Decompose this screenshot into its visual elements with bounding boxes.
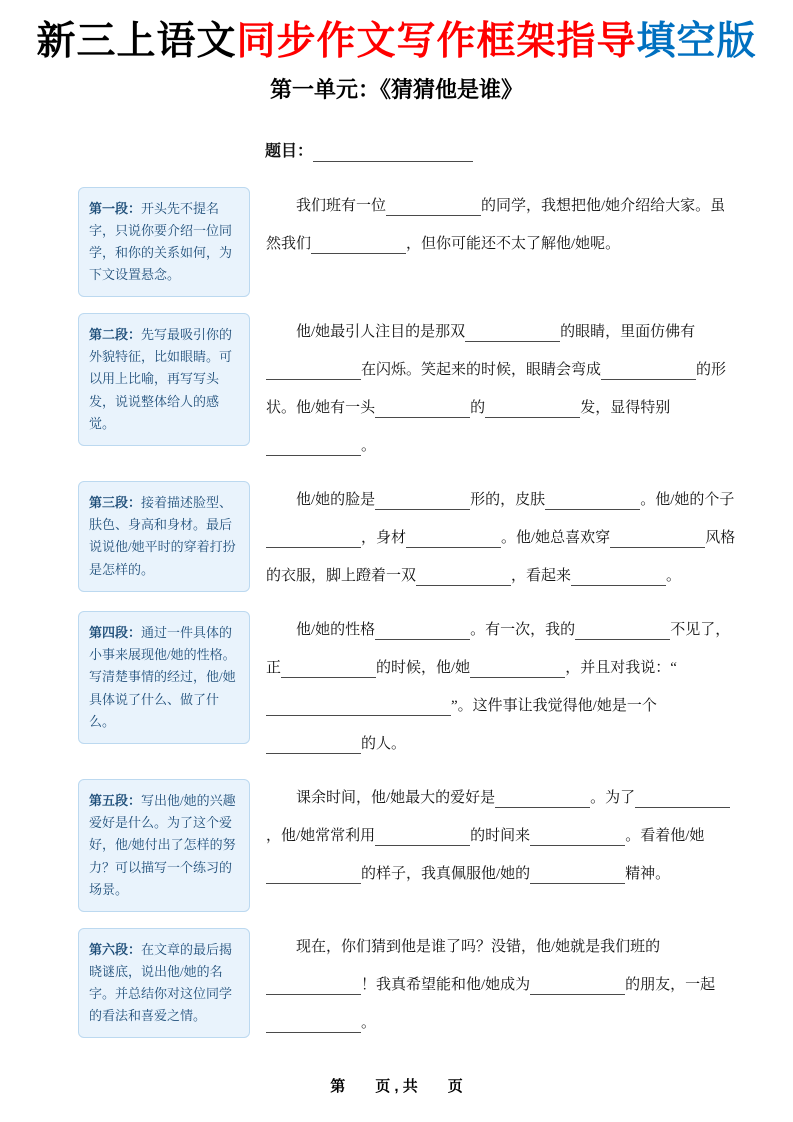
text-run: 的同学，我想把他/她介绍给大家。虽然我们 xyxy=(266,197,726,252)
text-run: ”。这件事让我觉得他/她是一个 xyxy=(451,698,657,715)
blank-field xyxy=(465,326,560,342)
blank-field xyxy=(610,532,705,548)
blank-field xyxy=(375,402,470,418)
text-run: 不见了，正 xyxy=(266,622,731,677)
guide-box xyxy=(78,481,250,591)
text-run: ，并且对我说：“ xyxy=(565,660,677,677)
guide-label: 第二段： xyxy=(89,327,142,343)
page-title xyxy=(0,0,793,65)
text-run: 的形状。他/她有一头 xyxy=(266,362,727,417)
worksheet-section xyxy=(78,481,737,595)
text-run: 的样子，我真佩服他/她的 xyxy=(361,866,531,883)
guide-label: 第四段： xyxy=(89,625,142,641)
guide-box xyxy=(78,187,250,297)
essay-paragraph xyxy=(266,928,737,1042)
guide-box xyxy=(78,928,250,1038)
blank-field xyxy=(571,570,666,586)
guide-text: 通过一件具体的小事来展现他/她的性格。写清楚事情的经过，他/她具体说了什么、做了什么。 xyxy=(89,625,236,729)
blank-field xyxy=(266,440,361,456)
blank-field xyxy=(311,238,406,254)
blank-field xyxy=(266,532,361,548)
worksheet-section xyxy=(78,313,737,465)
text-run: 的时候，他/她 xyxy=(376,660,471,677)
text-run: 我们班有一位 xyxy=(296,197,387,214)
guide-text: 开头先不提名字，只说你要介绍一位同学，和你的关系如何，为下文设置悬念。 xyxy=(89,200,233,283)
topic-row xyxy=(265,138,793,161)
text-run: 风格的衣服，脚上蹬着一双 xyxy=(266,530,736,585)
text-run: 。他/她总喜欢穿 xyxy=(501,530,611,547)
text-run: 。他/她的个子 xyxy=(640,492,735,509)
guide-text: 写出他/她的兴趣爱好是什么。为了这个爱好，他/她付出了怎样的努力？可以描写一个练习的场景。 xyxy=(89,793,236,897)
essay-paragraph xyxy=(266,779,737,893)
blank-field xyxy=(575,624,670,640)
blank-field xyxy=(495,792,590,808)
text-run: 精神。 xyxy=(625,866,671,883)
blank-field xyxy=(470,662,565,678)
worksheet-section xyxy=(78,611,737,763)
text-run: 课余时间，他/她最大的爱好是 xyxy=(296,790,496,807)
guide-text: 在文章的最后揭晓谜底，说出他/她的名字。并总结你对这位同学的看法和喜爱之情。 xyxy=(89,941,233,1023)
guide-label: 第一段： xyxy=(89,200,142,216)
text-run: 的人。 xyxy=(361,736,407,753)
blank-field xyxy=(601,364,696,380)
text-run: 。 xyxy=(666,568,682,585)
blank-field xyxy=(485,402,580,418)
guide-label: 第三段： xyxy=(89,495,142,511)
title-part-blue: 填空版 xyxy=(636,20,757,63)
text-run: 在闪烁。笑起来的时候，眼睛会弯成 xyxy=(361,362,602,379)
unit-subtitle: 第一单元：《猜猜他是谁》 xyxy=(269,76,523,102)
blank-field xyxy=(266,979,361,995)
worksheet-section xyxy=(78,187,737,297)
blank-field xyxy=(530,830,625,846)
text-run: 。为了 xyxy=(590,790,636,807)
blank-field xyxy=(375,494,470,510)
text-run: 的朋友，一起 xyxy=(625,976,716,993)
essay-paragraph xyxy=(266,187,737,263)
text-run: 他/她的性格 xyxy=(296,622,376,639)
blank-field xyxy=(266,738,361,754)
text-run: ，身材 xyxy=(361,530,407,547)
text-run: 他/她最引人注目的是那双 xyxy=(296,324,466,341)
text-run: 。 xyxy=(361,1014,377,1031)
text-run: 的眼睛，里面仿佛有 xyxy=(560,324,696,341)
text-run: 发，显得特别 xyxy=(580,400,671,417)
worksheet-section xyxy=(78,928,737,1042)
guide-text: 接着描述脸型、肤色、身高和身材。最后说说他/她平时的穿着打扮是怎样的。 xyxy=(89,495,236,577)
blank-field xyxy=(266,868,361,884)
blank-field xyxy=(416,570,511,586)
blank-field xyxy=(530,979,625,995)
guide-text: 先写最吸引你的外貌特征，比如眼睛。可以用上比喻，再写写头发，说说整体给人的感觉。 xyxy=(89,327,233,431)
sections xyxy=(78,187,737,1042)
blank-field xyxy=(375,624,470,640)
text-run: 形的，皮肤 xyxy=(470,492,546,509)
blank-field xyxy=(266,364,361,380)
text-run: 的 xyxy=(470,400,486,417)
blank-field xyxy=(266,700,451,716)
text-run: 。看着他/她 xyxy=(625,828,705,845)
text-run: 他/她的脸是 xyxy=(296,492,376,509)
guide-box xyxy=(78,779,250,911)
blank-field xyxy=(266,1017,361,1033)
blank-field xyxy=(375,830,470,846)
page-footer: 第 页 , 共 页 xyxy=(330,1078,463,1095)
blank-field xyxy=(281,662,376,678)
text-run: 。有一次，我的 xyxy=(470,622,576,639)
blank-field xyxy=(386,200,481,216)
title-part-black: 新三上语文 xyxy=(36,20,237,63)
text-run: 。 xyxy=(361,438,377,455)
guide-box xyxy=(78,611,250,743)
blank-field xyxy=(545,494,640,510)
blank-field xyxy=(635,792,730,808)
blank-field xyxy=(406,532,501,548)
title-part-red: 同步作文写作框架指导 xyxy=(236,20,637,63)
worksheet-section xyxy=(78,779,737,911)
text-run: ！我真希望能和他/她成为 xyxy=(361,976,531,993)
guide-label: 第五段： xyxy=(89,793,142,809)
topic-blank-field xyxy=(313,145,473,162)
guide-box xyxy=(78,313,250,445)
essay-paragraph xyxy=(266,313,737,465)
text-run: ，他/她常常利用 xyxy=(266,828,376,845)
essay-paragraph xyxy=(266,611,737,763)
text-run: ，看起来 xyxy=(511,568,572,585)
guide-label: 第六段： xyxy=(89,941,142,957)
blank-field xyxy=(530,868,625,884)
text-run: 现在，你们猜到他是谁了吗？没错，他/她就是我们班的 xyxy=(296,938,661,955)
essay-paragraph xyxy=(266,481,737,595)
topic-label: 题目： xyxy=(265,142,314,160)
text-run: 的时间来 xyxy=(470,828,531,845)
text-run: ，但你可能还不太了解他/她呢。 xyxy=(406,235,621,252)
